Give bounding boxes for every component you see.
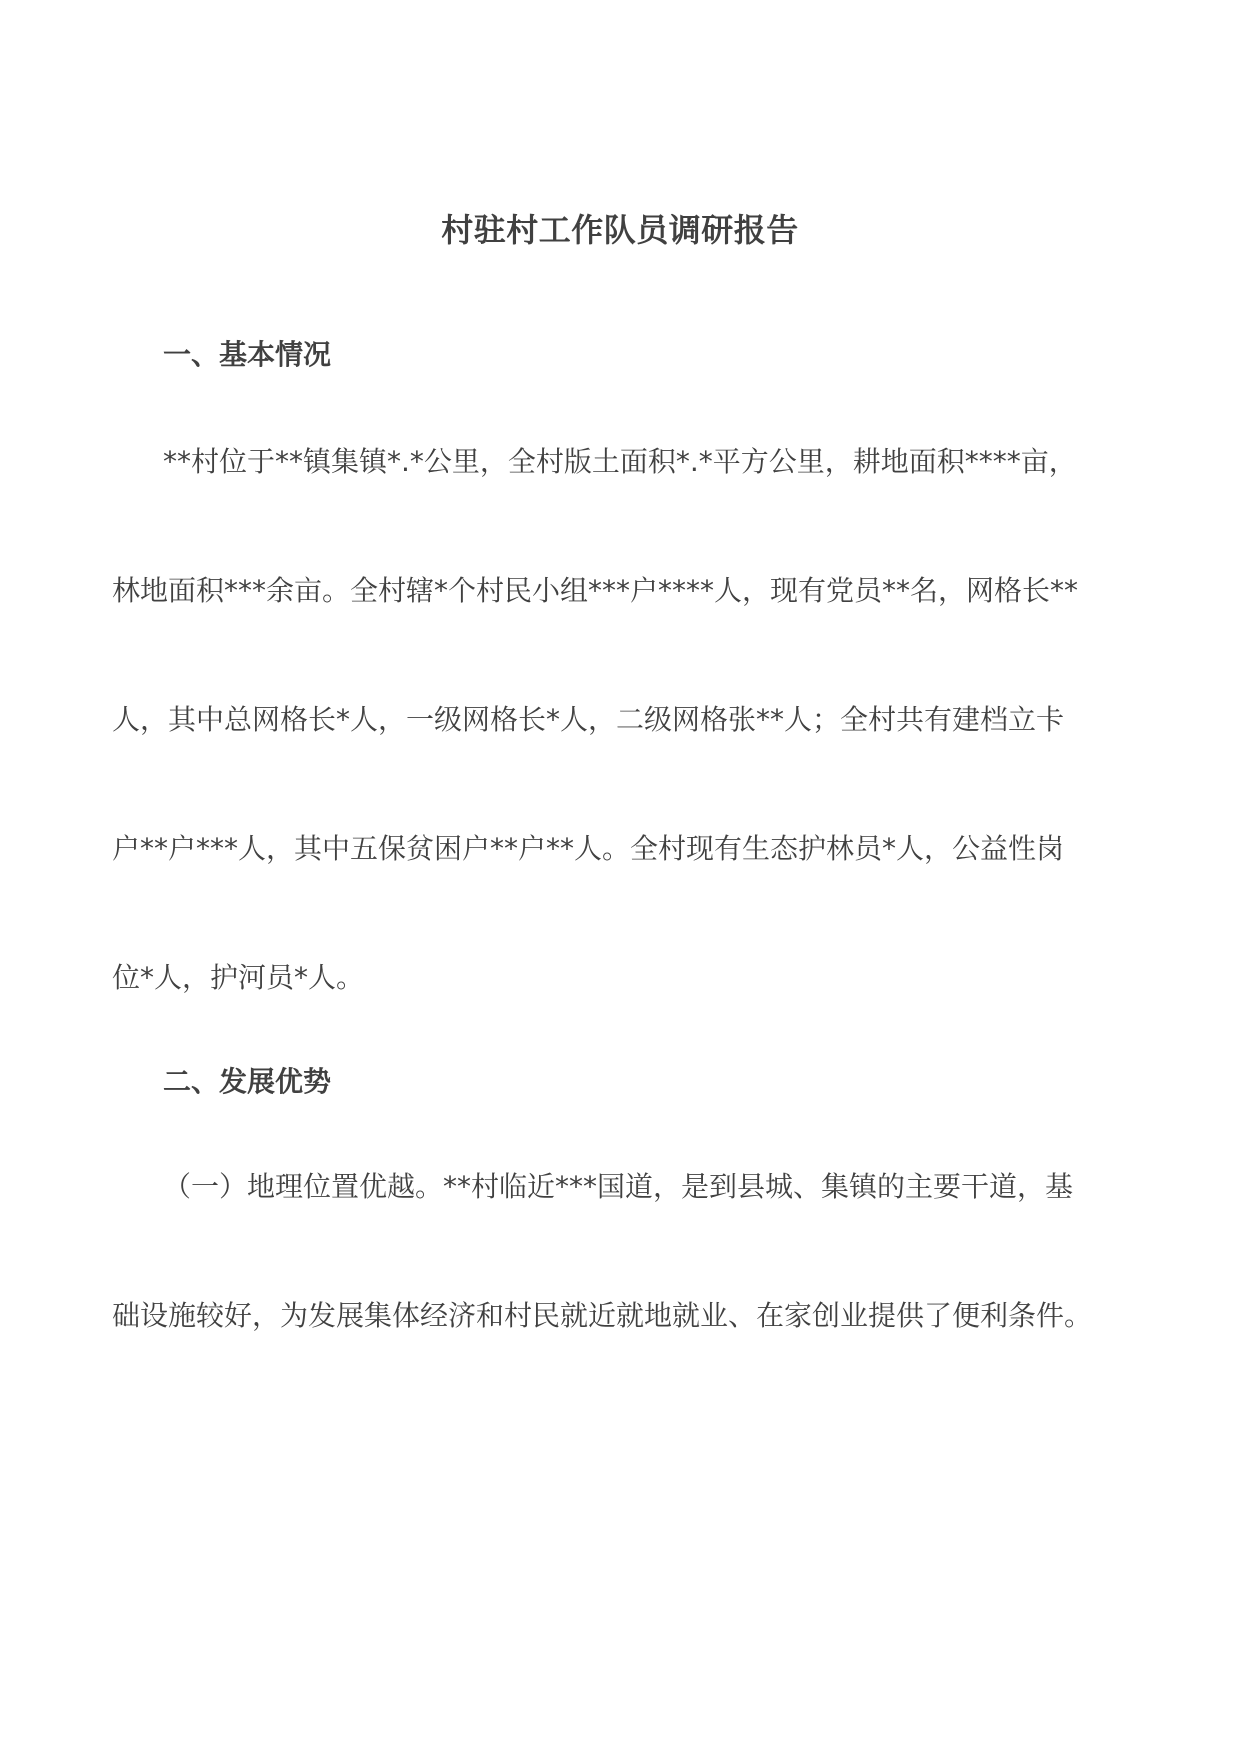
paragraph-line: 础设施较好，为发展集体经济和村民就近就地就业、在家创业提供了便利条件。 xyxy=(112,1299,1093,1332)
paragraph-line: （一）地理位置优越。**村临近***国道，是到县城、集镇的主要干道，基 xyxy=(163,1170,1074,1203)
paragraph-line: 户**户***人，其中五保贫困户**户**人。全村现有生态护林员*人，公益性岗 xyxy=(112,832,1065,865)
section-heading-basic-info: 一、基本情况 xyxy=(163,338,332,371)
paragraph-line: 位*人，护河员*人。 xyxy=(112,961,365,994)
document-title: 村驻村工作队员调研报告 xyxy=(441,211,799,249)
section-heading-advantages: 二、发展优势 xyxy=(163,1065,332,1098)
paragraph-line: 林地面积***余亩。全村辖*个村民小组***户****人，现有党员**名，网格长** xyxy=(112,574,1079,607)
paragraph-line: **村位于**镇集镇*.*公里，全村版土面积*.*平方公里，耕地面积****亩， xyxy=(163,445,1077,478)
paragraph-line: 人，其中总网格长*人，一级网格长*人，二级网格张**人；全村共有建档立卡 xyxy=(112,703,1065,736)
